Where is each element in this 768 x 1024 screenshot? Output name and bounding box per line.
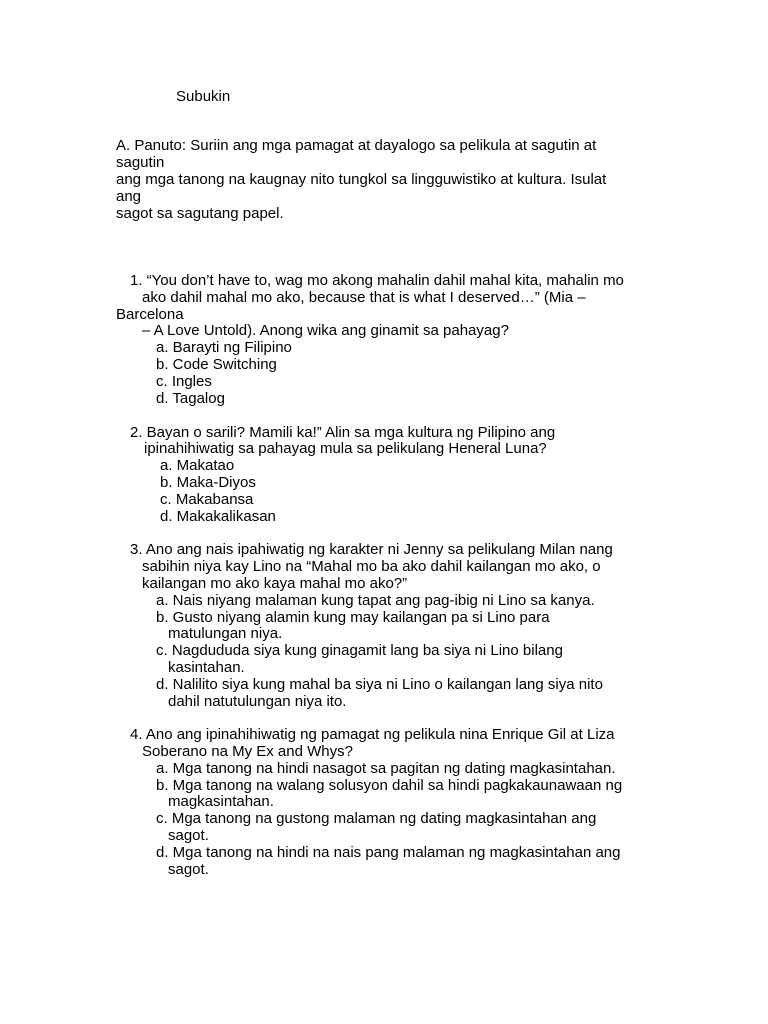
instruction-line: sagutin	[116, 154, 165, 171]
question-text: kailangan mo ako kaya mahal mo ako?”	[142, 575, 408, 592]
instruction-line: sagot sa sagutang papel.	[116, 205, 284, 222]
question-text: Soberano na My Ex and Whys?	[142, 743, 353, 760]
answer-choice-continuation: sagot.	[168, 827, 209, 844]
answer-choice: b. Mga tanong na walang solusyon dahil sa hindi pagkakaunawaan ng	[156, 777, 623, 794]
answer-choice-continuation: sagot.	[168, 861, 209, 878]
answer-choice: a. Barayti ng Filipino	[156, 339, 292, 356]
answer-choice: a. Nais niyang malaman kung tapat ang pag-ibig ni Lino sa kanya.	[156, 592, 595, 609]
page-title: Subukin	[176, 88, 231, 105]
answer-choice: c. Makabansa	[160, 491, 254, 508]
answer-choice-continuation: matulungan niya.	[168, 625, 283, 642]
answer-choice: b. Gusto niyang alamin kung may kailangan pa si Lino para	[156, 609, 550, 626]
question-text: ipinahihiwatig sa pahayag mula sa pelikulang Heneral Luna?	[144, 440, 547, 457]
answer-choice: b. Code Switching	[156, 356, 277, 373]
answer-choice: c. Nagdududa siya kung ginagamit lang ba siya ni Lino bilang	[156, 642, 563, 659]
question-text: 4. Ano ang ipinahihiwatig ng pamagat ng pelikula nina Enrique Gil at Liza	[130, 726, 615, 743]
answer-choice: c. Ingles	[156, 373, 212, 390]
instruction-line: A. Panuto: Suriin ang mga pamagat at dayalogo sa pelikula at sagutin at	[116, 137, 597, 154]
answer-choice: b. Maka-Diyos	[160, 474, 256, 491]
question-text: sabihin niya kay Lino na “Mahal mo ba ako dahil kailangan mo ako, o	[142, 558, 601, 575]
answer-choice-continuation: kasintahan.	[168, 659, 245, 676]
answer-choice: d. Mga tanong na hindi na nais pang malaman ng magkasintahan ang	[156, 844, 621, 861]
question-text: 1. “You don’t have to, wag mo akong mahalin dahil mahal kita, mahalin mo	[130, 272, 624, 289]
answer-choice: d. Makakalikasan	[160, 508, 276, 525]
answer-choice: d. Nalilito siya kung mahal ba siya ni Lino o kailangan lang siya nito	[156, 676, 603, 693]
answer-choice-continuation: magkasintahan.	[168, 793, 274, 810]
answer-choice: d. Tagalog	[156, 390, 225, 407]
answer-choice: a. Makatao	[160, 457, 235, 474]
answer-choice: a. Mga tanong na hindi nasagot sa pagitan ng dating magkasintahan.	[156, 760, 616, 777]
instruction-line: ang mga tanong na kaugnay nito tungkol sa lingguwistiko at kultura. Isulat	[116, 171, 607, 188]
instruction-line: ang	[116, 188, 142, 205]
answer-choice: c. Mga tanong na gustong malaman ng dating magkasintahan ang	[156, 810, 597, 827]
question-text: ako dahil mahal mo ako, because that is what I deserved…” (Mia –	[142, 289, 586, 306]
answer-choice-continuation: dahil natutulungan niya ito.	[168, 693, 347, 710]
question-text: 3. Ano ang nais ipahiwatig ng karakter ni Jenny sa pelikulang Milan nang	[130, 541, 613, 558]
question-text: 2. Bayan o sarili? Mamili ka!” Alin sa mga kultura ng Pilipino ang	[130, 424, 556, 441]
question-text: Barcelona	[116, 306, 184, 323]
question-text: – A Love Untold). Anong wika ang ginamit sa pahayag?	[142, 322, 509, 339]
